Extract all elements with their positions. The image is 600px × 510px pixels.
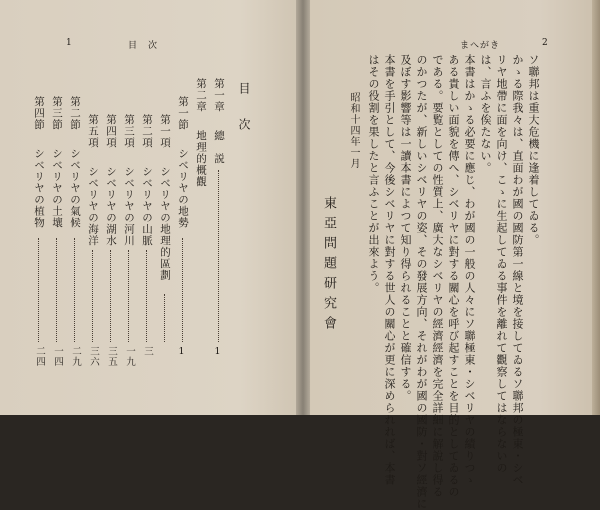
toc-entry-6: 第三項 シベリヤの河川 一九 [123,114,135,367]
toc-entry-11: 第四節 シベリヤの植物 二四 [33,96,45,367]
preface-line-1: ソ聯邦は重大危機に逢着してゐる。 [527,54,540,246]
folio-right: 2 [542,38,549,48]
preface-line-8: のかつたが、新しいシベリヤの姿、その發展方向、それがわが國の國防・對ソ經濟に [415,54,428,510]
folio-left: 1 [66,38,73,48]
toc-entry-8: 第五項 シベリヤの海洋 三六 [87,114,99,367]
publisher-name: 東亞問題研究會 [321,196,336,336]
date-line: 昭和十四年一月 [348,92,359,169]
toc-entry-9: 第二節 シベリヤの氣候 二九 [69,96,81,367]
preface-line-5: 本書はかゝる必要に應じ、わが國の一般の人々にソ聯極東・シベリヤの績りつゝ [463,54,476,486]
running-head-left: 目 次 [128,41,159,51]
preface-line-2: かゝる際我々は、直面わが國の國防第一線と境を接してゐるソ聯邦の極東・シベ [511,54,524,486]
right-page [306,0,600,510]
preface-line-9: 及ぼす影響等は一讀本書によつて知り得られることと確信する。 [399,54,412,402]
running-head-right: まへがき [460,41,501,51]
toc-entry-4: 第一項 シベリヤの地理的區劃 [158,78,172,378]
toc-entry-5: 第二項 シベリヤの山脈 三 [141,114,153,357]
toc-entry-2: 第二章 地理的概觀 [195,78,207,188]
toc-entry-1: 第一章 總 説 1 [212,78,225,358]
preface-line-11: はその役割を果したと言ふことが出來よう。 [367,54,380,294]
toc-entry-7: 第四項 シベリヤの湖水 三五 [105,114,117,367]
page-edge [592,0,600,415]
toc-entry-3: 第一節 シベリヤの地勢 1 [176,96,189,358]
preface-line-10: 本書を手引として、今後シベリヤに對する世人の關心が更に深められれば、本書 [383,54,396,486]
preface-line-4: は、言ふを俟たない。 [479,54,492,174]
preface-line-6: ある貴しい面貌を傳へ、シベリヤに對する關心を呼び起すことを目的としてゐるの [447,54,460,498]
toc-entry-10: 第三節 シベリヤの土壤 一四 [51,96,63,367]
preface-line-3: リヤ地帶に面を向け、こゝに生起してゐる事件を離れて觀察してはならないの [495,54,508,474]
preface-line-7: である。要覧としての性質上、廣大なシベリヤの經濟經濟を完全詳細に解說し得る [431,54,444,498]
toc-title: 目 次 [237,82,251,136]
left-page [0,0,300,415]
